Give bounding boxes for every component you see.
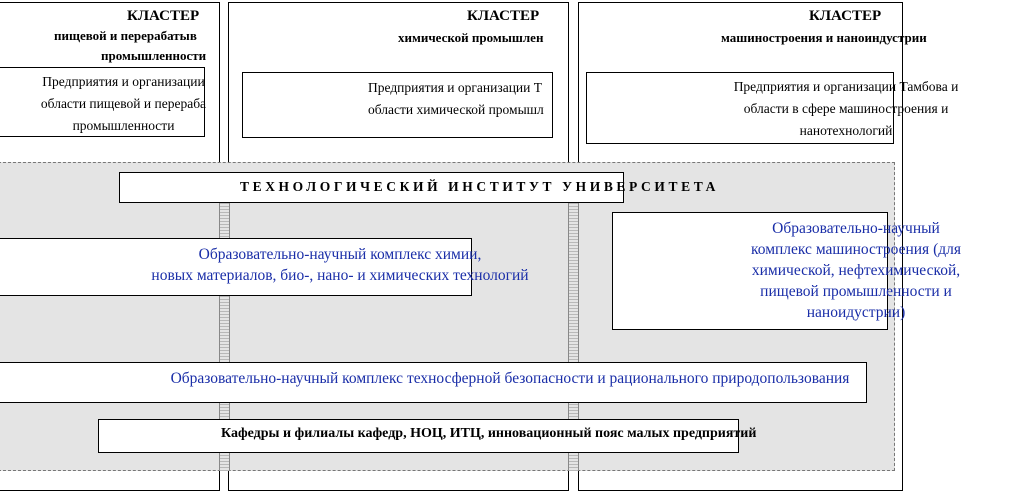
cluster-food-enterprises-text: Предприятия и организации области пищевой и перераба промышленности	[40, 74, 207, 133]
cluster-chemical-title: КЛАСТЕР	[467, 8, 540, 24]
cluster-food-subtitle-line2: промышленности	[101, 48, 207, 63]
cluster-food-title: КЛАСТЕР	[127, 8, 200, 24]
complex-chemistry-text: Образовательно-научный комплекс химии, новых материалов, био-, нано- и химических технологий	[151, 246, 529, 284]
cluster-chemical-subtitle: химической промышлен	[398, 30, 544, 45]
complex-machinery-text: Образовательно-научный комплекс машиностроения (для химической, нефтехимической, пищевой промышленности и наноидустрии)	[751, 220, 961, 321]
cluster-food-subtitle-line1: пищевой и перерабатыв	[54, 28, 197, 43]
institute-title: ТЕХНОЛОГИЧЕСКИЙ ИНСТИТУТ УНИВЕРСИТЕТА	[240, 179, 719, 194]
cluster-machinery-enterprises-text: Предприятия и организации Тамбова и области в сфере машиностроения и нанотехнологий	[733, 79, 959, 138]
cluster-chemical-enterprises-text: Предприятия и организации Т области химической промышл	[368, 80, 544, 117]
cluster-machinery-subtitle: машиностроения и наноиндустрии	[721, 30, 927, 45]
complex-ecology-text: Образовательно-научный комплекс техносферной безопасности и рационального природопользования	[170, 370, 850, 387]
cluster-machinery-title: КЛАСТЕР	[809, 8, 882, 24]
departments-text: Кафедры и филиалы кафедр, НОЦ, ИТЦ, инновационный пояс малых предприятий	[221, 426, 757, 441]
